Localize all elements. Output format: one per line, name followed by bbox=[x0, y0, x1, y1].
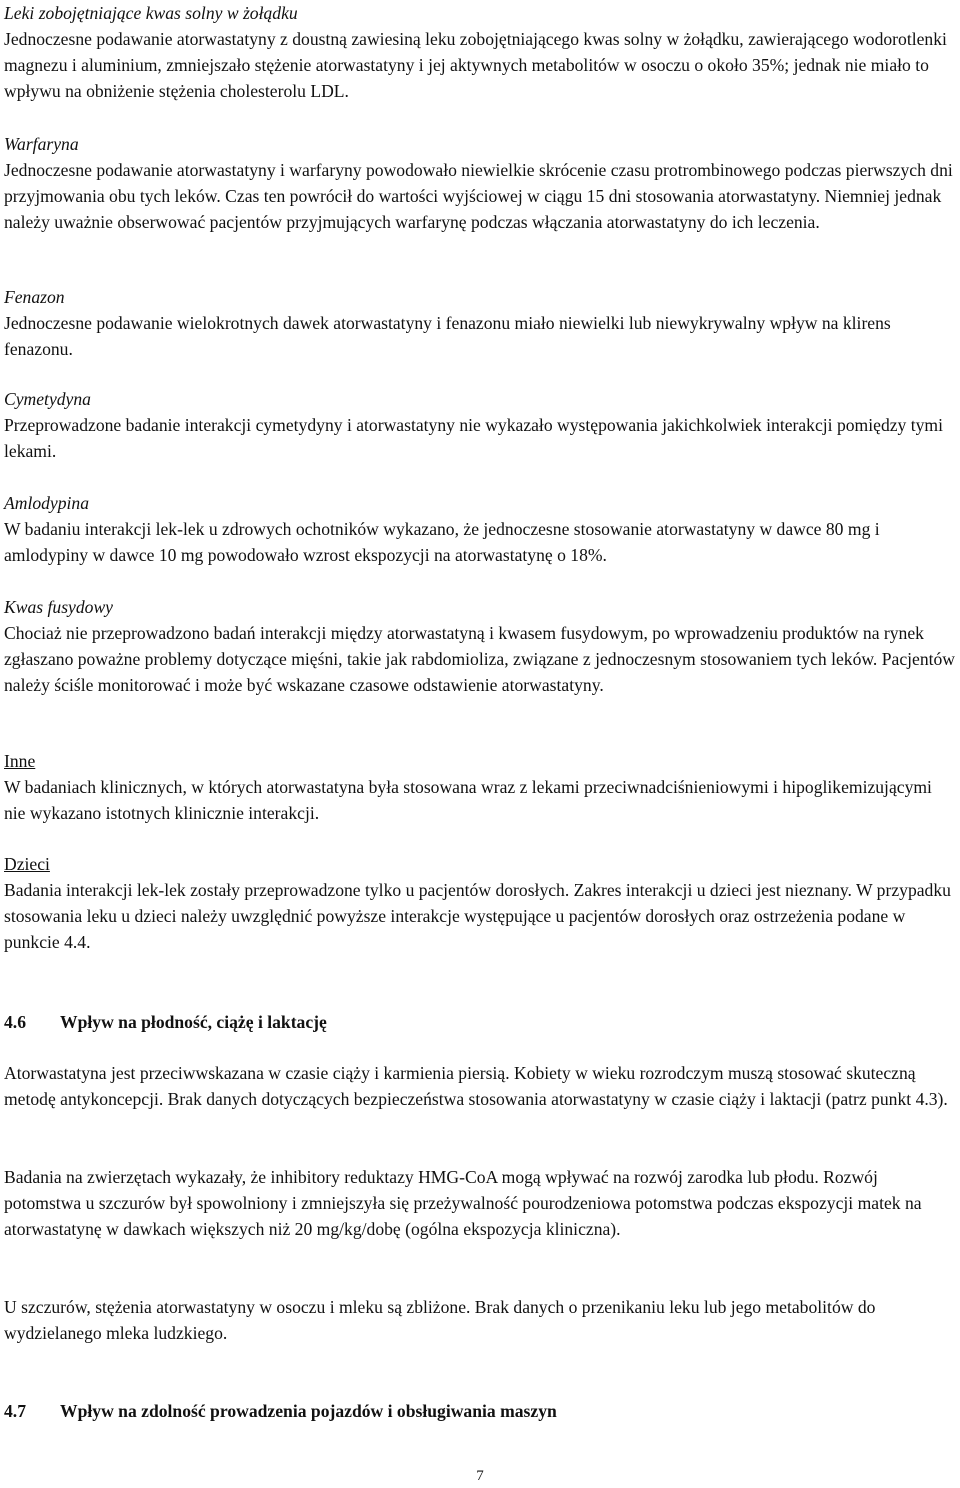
section-amlodipine bbox=[4, 490, 956, 568]
section-title-antacids: Leki zobojętniające kwas solny w żołądku bbox=[4, 3, 298, 23]
section-fusidic bbox=[4, 594, 956, 698]
section-title-warfarin: Warfaryna bbox=[4, 134, 79, 154]
section-children bbox=[4, 851, 956, 955]
paragraph-4-6-1-text: Atorwastatyna jest przeciwwskazana w czasie ciąży i karmienia piersią. Kobiety w wieku rozrodczym muszą stosować skuteczną metodę antykoncepcji. Brak danych dotyczących bezpieczeństwa stosowania atorwastatyny w czasie ciąży i laktacji (patrz punkt 4.3). bbox=[4, 1063, 948, 1109]
section-body-fusidic: Chociaż nie przeprowadzono badań interakcji między atorwastatyną i kwasem fusydowym, po wprowadzeniu produktów na rynek zgłaszano poważne problemy dotyczące mięśni, takie jak rabdomioliza, związane z jednoczesnym stosowaniem tych leków. Pacjentów należy ściśle monitorować i może być wskazane czasowe odstawienie atorwastatyny. bbox=[4, 623, 956, 695]
section-body-other: W badaniach klinicznych, w których atorwastatyna była stosowana wraz z lekami przeciwnadciśnieniowymi i hipoglikemizującymi nie wykazano istotnych klinicznie interakcji. bbox=[4, 777, 932, 823]
section-phenazone bbox=[4, 284, 956, 362]
section-title-children: Dzieci bbox=[4, 854, 50, 874]
paragraph-4-6-3 bbox=[4, 1294, 956, 1346]
paragraph-4-6-2 bbox=[4, 1164, 956, 1242]
section-title-cimetidine: Cymetydyna bbox=[4, 389, 91, 409]
section-body-amlodipine: W badaniu interakcji lek-lek u zdrowych ochotników wykazano, że jednoczesne stosowanie atorwastatyny w dawce 80 mg i amlodypiny w dawce 10 mg powodowało wzrost ekspozycji na atorwastatynę o 18%. bbox=[4, 519, 880, 565]
section-title-phenazone: Fenazon bbox=[4, 287, 65, 307]
heading-4-7-number: 4.7 bbox=[4, 1401, 26, 1421]
paragraph-4-6-1 bbox=[4, 1060, 956, 1112]
section-title-amlodipine: Amlodypina bbox=[4, 493, 90, 513]
paragraph-4-6-2-text: Badania na zwierzętach wykazały, że inhibitory reduktazy HMG-CoA mogą wpływać na rozwój zarodka lub płodu. Rozwój potomstwa u szczurów był spowolniony i zmniejszyła się przeżywalność pourodzeniowa potomstwa podczas ekspozycji matek na atorwastatynę w dawkach większych niż 20 mg/kg/dobę (ogólna ekspozycja kliniczna). bbox=[4, 1167, 922, 1239]
heading-4-6 bbox=[4, 1009, 956, 1035]
heading-4-6-number: 4.6 bbox=[4, 1012, 26, 1032]
paragraph-4-6-3-text: U szczurów, stężenia atorwastatyny w osoczu i mleku są zbliżone. Brak danych o przenikaniu leku lub jego metabolitów do wydzielanego mleka ludzkiego. bbox=[4, 1297, 876, 1343]
section-title-fusidic: Kwas fusydowy bbox=[4, 597, 113, 617]
section-body-warfarin: Jednoczesne podawanie atorwastatyny i warfaryny powodowało niewielkie skrócenie czasu protrombinowego podczas pierwszych dni przyjmowania obu tych leków. Czas ten powrócił do wartości wyjściowej w ciągu 15 dni stosowania atorwastatyny. Niemniej jednak należy uważnie obserwować pacjentów przyjmujących warfarynę podczas włączania atorwastatyny do ich leczenia. bbox=[4, 160, 953, 232]
section-other bbox=[4, 748, 956, 826]
section-body-cimetidine: Przeprowadzone badanie interakcji cymetydyny i atorwastatyny nie wykazało występowania jakichkolwiek interakcji pomiędzy tymi lekami. bbox=[4, 415, 943, 461]
page-number: 7 bbox=[476, 1468, 484, 1484]
section-body-antacids: Jednoczesne podawanie atorwastatyny z doustną zawiesiną leku zobojętniającego kwas solny w żołądku, zawierającego wodorotlenki magnezu i aluminium, zmniejszało stężenie atorwastatyny i jej aktywnych metabolitów w osoczu o około 35%; jednak nie miało to wpływu na obniżenie stężenia cholesterolu LDL. bbox=[4, 29, 947, 101]
section-title-other: Inne bbox=[4, 751, 36, 771]
heading-4-6-title: Wpływ na płodność, ciążę i laktację bbox=[60, 1012, 327, 1032]
section-body-phenazone: Jednoczesne podawanie wielokrotnych dawek atorwastatyny i fenazonu miało niewielki lub niewykrywalny wpływ na klirens fenazonu. bbox=[4, 313, 891, 359]
section-antacids bbox=[4, 0, 956, 104]
section-cimetidine bbox=[4, 386, 956, 464]
section-warfarin bbox=[4, 131, 956, 235]
heading-4-7 bbox=[4, 1398, 956, 1424]
heading-4-7-title: Wpływ na zdolność prowadzenia pojazdów i obsługiwania maszyn bbox=[60, 1401, 557, 1421]
section-body-children: Badania interakcji lek-lek zostały przeprowadzone tylko u pacjentów dorosłych. Zakres interakcji u dzieci jest nieznany. W przypadku stosowania leku u dzieci należy uwzględnić powyższe interakcje występujące u pacjentów dorosłych oraz ostrzeżenia podane w punkcie 4.4. bbox=[4, 880, 951, 952]
